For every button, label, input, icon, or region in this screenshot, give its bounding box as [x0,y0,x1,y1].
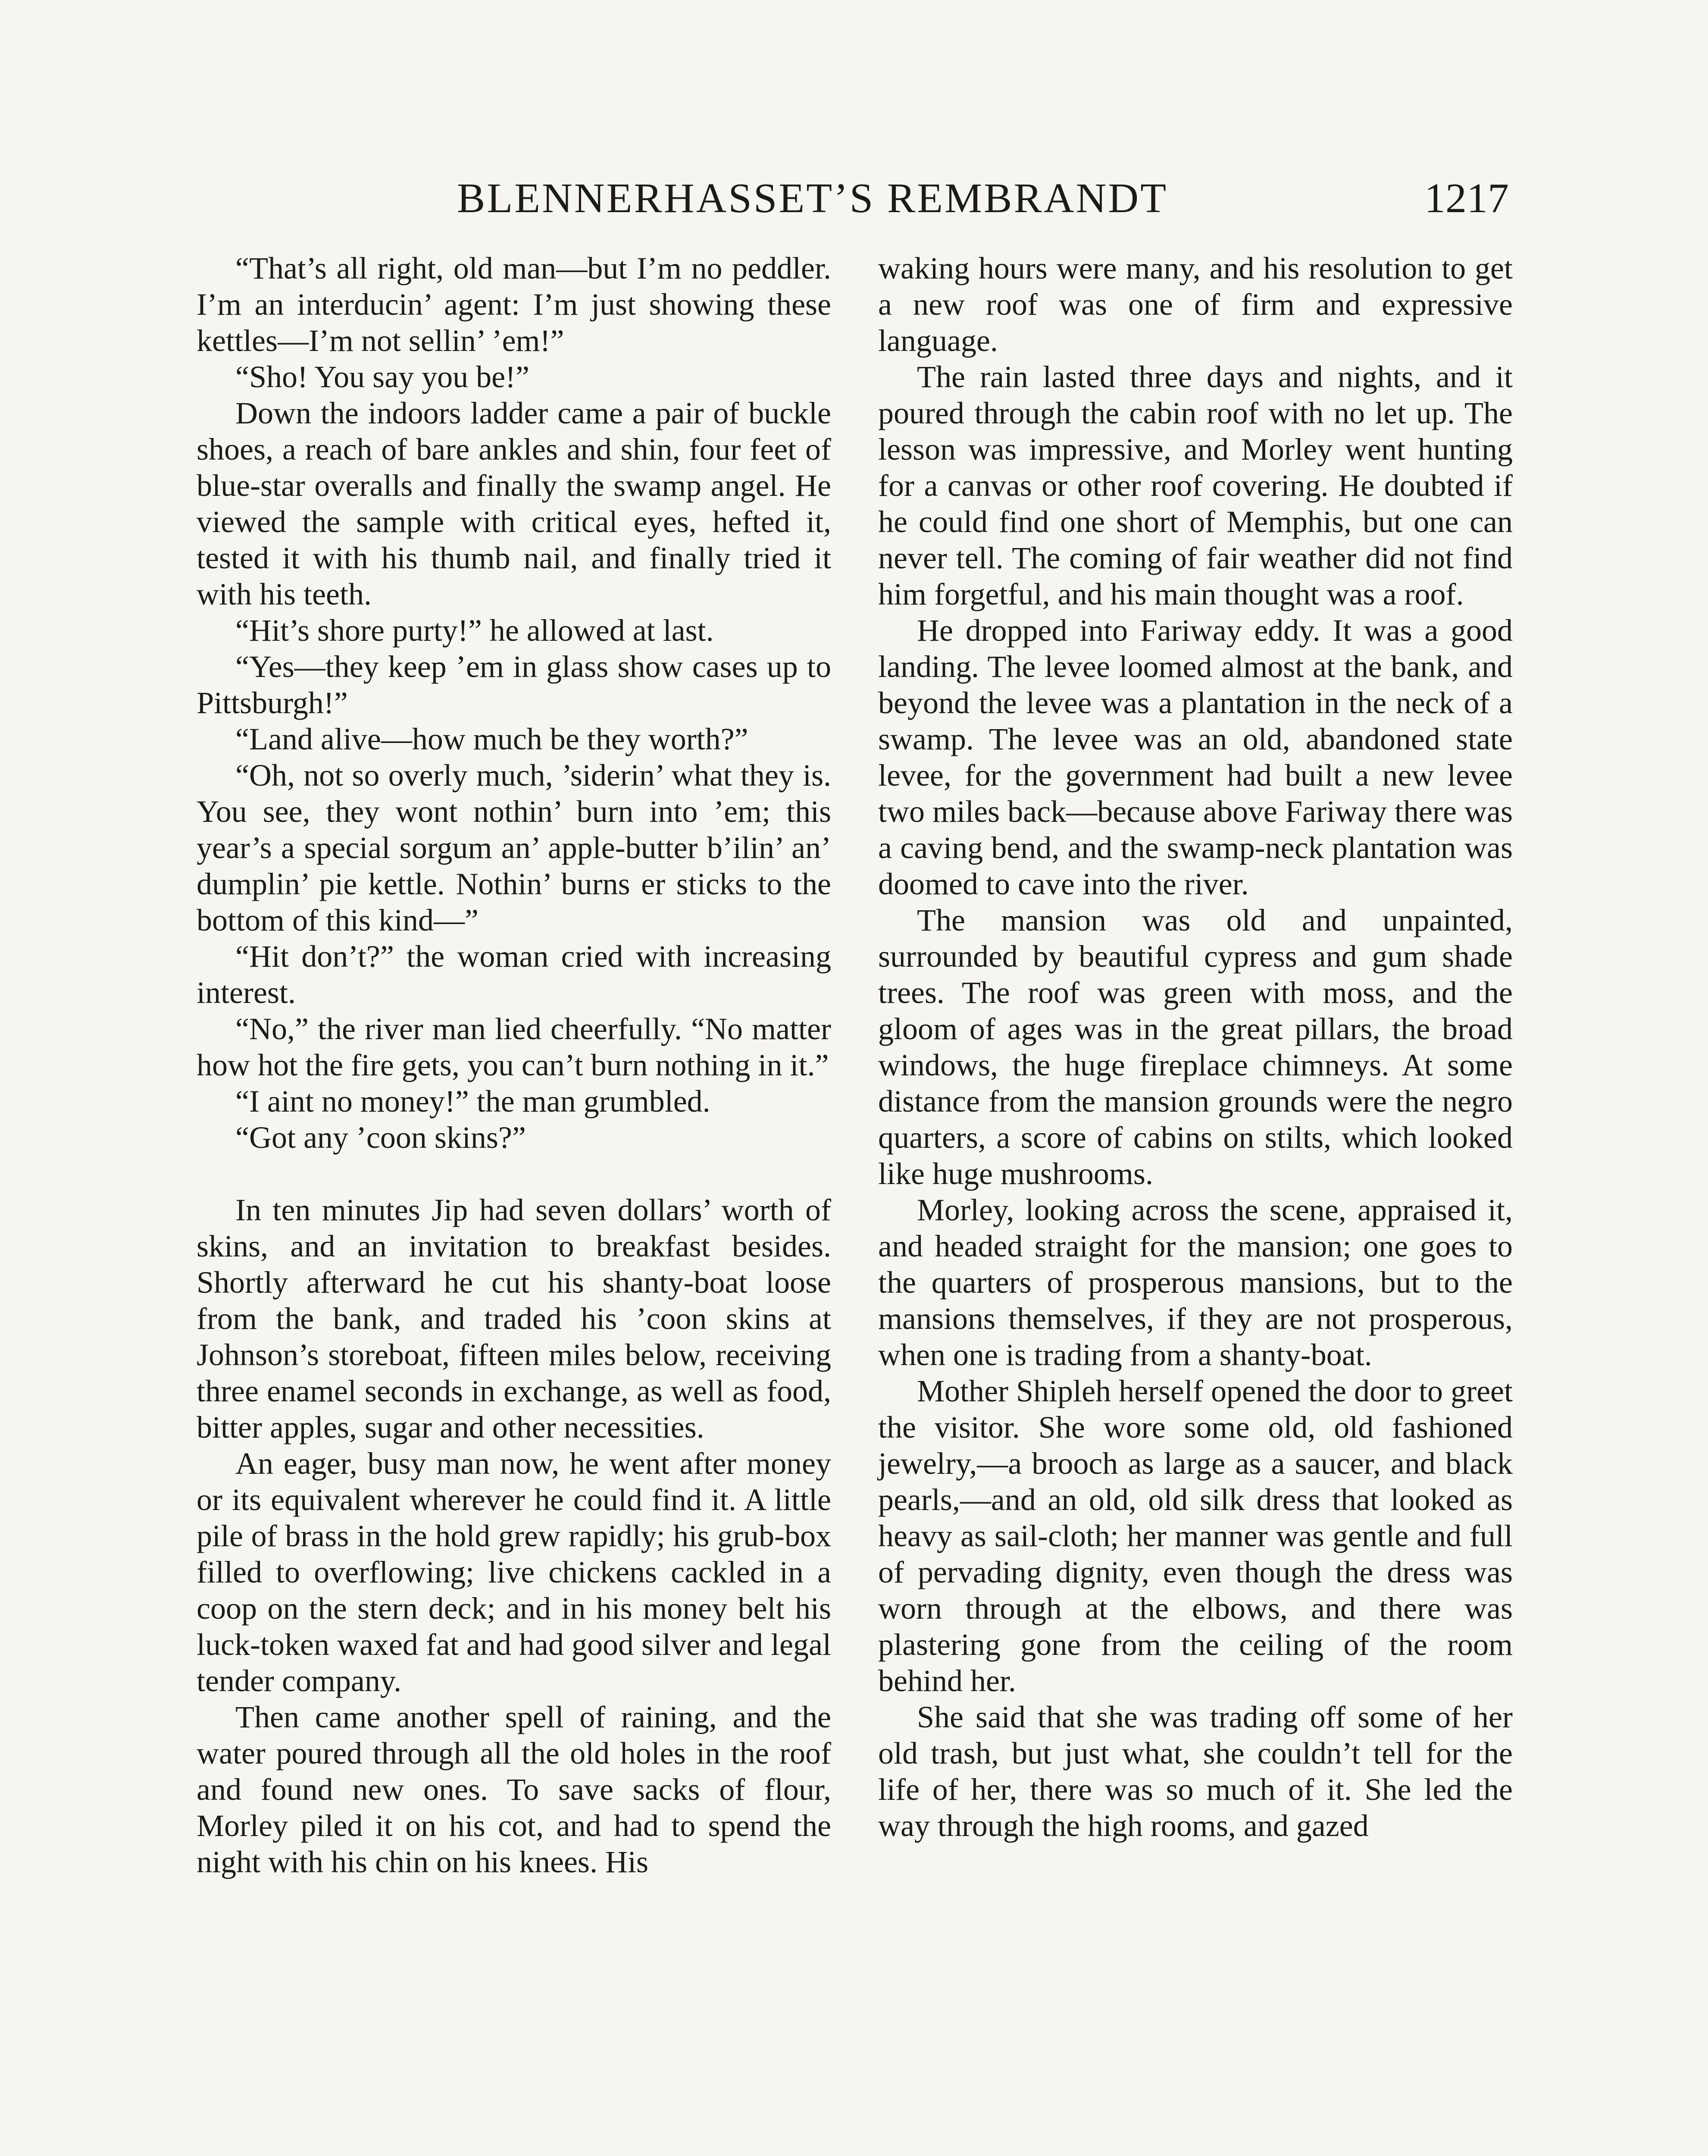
paragraph: “Hit don’t?” the woman cried with increasing interest. [197,939,831,1010]
paragraph: “No,” the river man lied cheerfully. “No matter how hot the fire gets, you can’t burn nothing in it.” [197,1012,831,1082]
paragraph: Then came another spell of raining, and the water poured through all the old holes in the roof and found new ones. To save sacks of flour, Morley piled it on his cot, and had to spend the night with his chin on his knees. His [197,1700,831,1879]
paragraph: “Hit’s shore purty!” he allowed at last. [235,613,714,648]
page-header [0,168,1708,229]
left-column [197,250,831,1880]
paragraph: “Land alive—how much be they worth?” [235,722,748,756]
paragraph: The rain lasted three days and nights, and it poured through the cabin roof with no let up. The lesson was impressive, and Morley went hunting for a canvas or other roof covering. He doubted if he could find one short of Memphis, but one can never tell. The coming of fair weather did not find him forgetful, and his main thought was a roof. [878,360,1513,611]
right-column [878,250,1513,1844]
paragraph: waking hours were many, and his resolution to get a new roof was one of firm and expressive language. [878,251,1513,358]
running-title: BLENNERHASSET’S REMBRANDT [457,175,1168,222]
paragraph: Mother Shipleh herself opened the door to greet the visitor. She wore some old, old fashioned jewelry,—a brooch as large as a saucer, and black pearls,—and an old, old silk dress that looked as heavy as sail-cloth; her manner was gentle and full of pervading dignity, even though the dress was worn through at the elbows, and there was plastering gone from the ceiling of the room behind her. [878,1374,1513,1698]
paragraph: Morley, looking across the scene, appraised it, and headed straight for the mansion; one goes to the quarters of prosperous mansions, but to the mansions themselves, if they are not prosperous, when one is trading from a shanty-boat. [878,1193,1513,1372]
paragraph: “Sho! You say you be!” [235,360,529,394]
paragraph: He dropped into Fariway eddy. It was a good landing. The levee loomed almost at the bank, and beyond the levee was a plantation in the neck of a swamp. The levee was an old, abandoned state levee, for the government had built a new levee two miles back—because above Fariway there was a caving bend, and the swamp-neck plantation was doomed to cave into the river. [878,613,1513,901]
paragraph: The mansion was old and unpainted, surrounded by beautiful cypress and gum shade trees. The roof was green with moss, and the gloom of ages was in the great pillars, the broad windows, the huge fireplace chimneys. At some distance from the mansion grounds were the negro quarters, a score of cabins on stilts, which looked like huge mushrooms. [878,903,1513,1191]
paragraph: She said that she was trading off some of her old trash, but just what, she couldn’t tell for the life of her, there was so much of it. She led the way through the high rooms, and gazed [878,1700,1513,1843]
paragraph: An eager, busy man now, he went after money or its equivalent wherever he could find it. A little pile of brass in the hold grew rapidly; his grub-box filled to overflowing; live chickens cackled in a coop on the stern deck; and in his money belt his luck-token waxed fat and had good silver and legal tender company. [197,1446,831,1698]
paragraph: Down the indoors ladder came a pair of buckle shoes, a reach of bare ankles and shin, four feet of blue-star overalls and finally the swamp angel. He viewed the sample with critical eyes, hefted it, tested it with his thumb nail, and finally tried it with his teeth. [197,396,831,611]
paragraph: “Oh, not so overly much, ’siderin’ what they is. You see, they wont nothin’ burn into ’em; this year’s a special sorgum an’ apple-butter b’ilin’ an’ dumplin’ pie kettle. Nothin’ burns er sticks to the bottom of this kind—” [197,758,831,937]
paragraph: “I aint no money!” the man grumbled. [235,1084,710,1119]
paragraph: In ten minutes Jip had seven dollars’ worth of skins, and an invitation to breakfast besides. Shortly afterward he cut his shanty-boat loose from the bank, and traded his ’coon skins at Johnson’s storeboat, fifteen miles below, receiving three enamel seconds in exchange, as well as food, bitter apples, sugar and other necessities. [197,1193,831,1445]
paragraph: “Yes—they keep ’em in glass show cases up to Pittsburgh!” [197,649,831,720]
paragraph: “That’s all right, old man—but I’m no peddler. I’m an interducin’ agent: I’m just showing these kettles—I’m not sellin’ ’em!” [197,251,831,358]
paragraph: “Got any ’coon skins?” [235,1120,526,1155]
page-number: 1217 [1424,175,1509,222]
